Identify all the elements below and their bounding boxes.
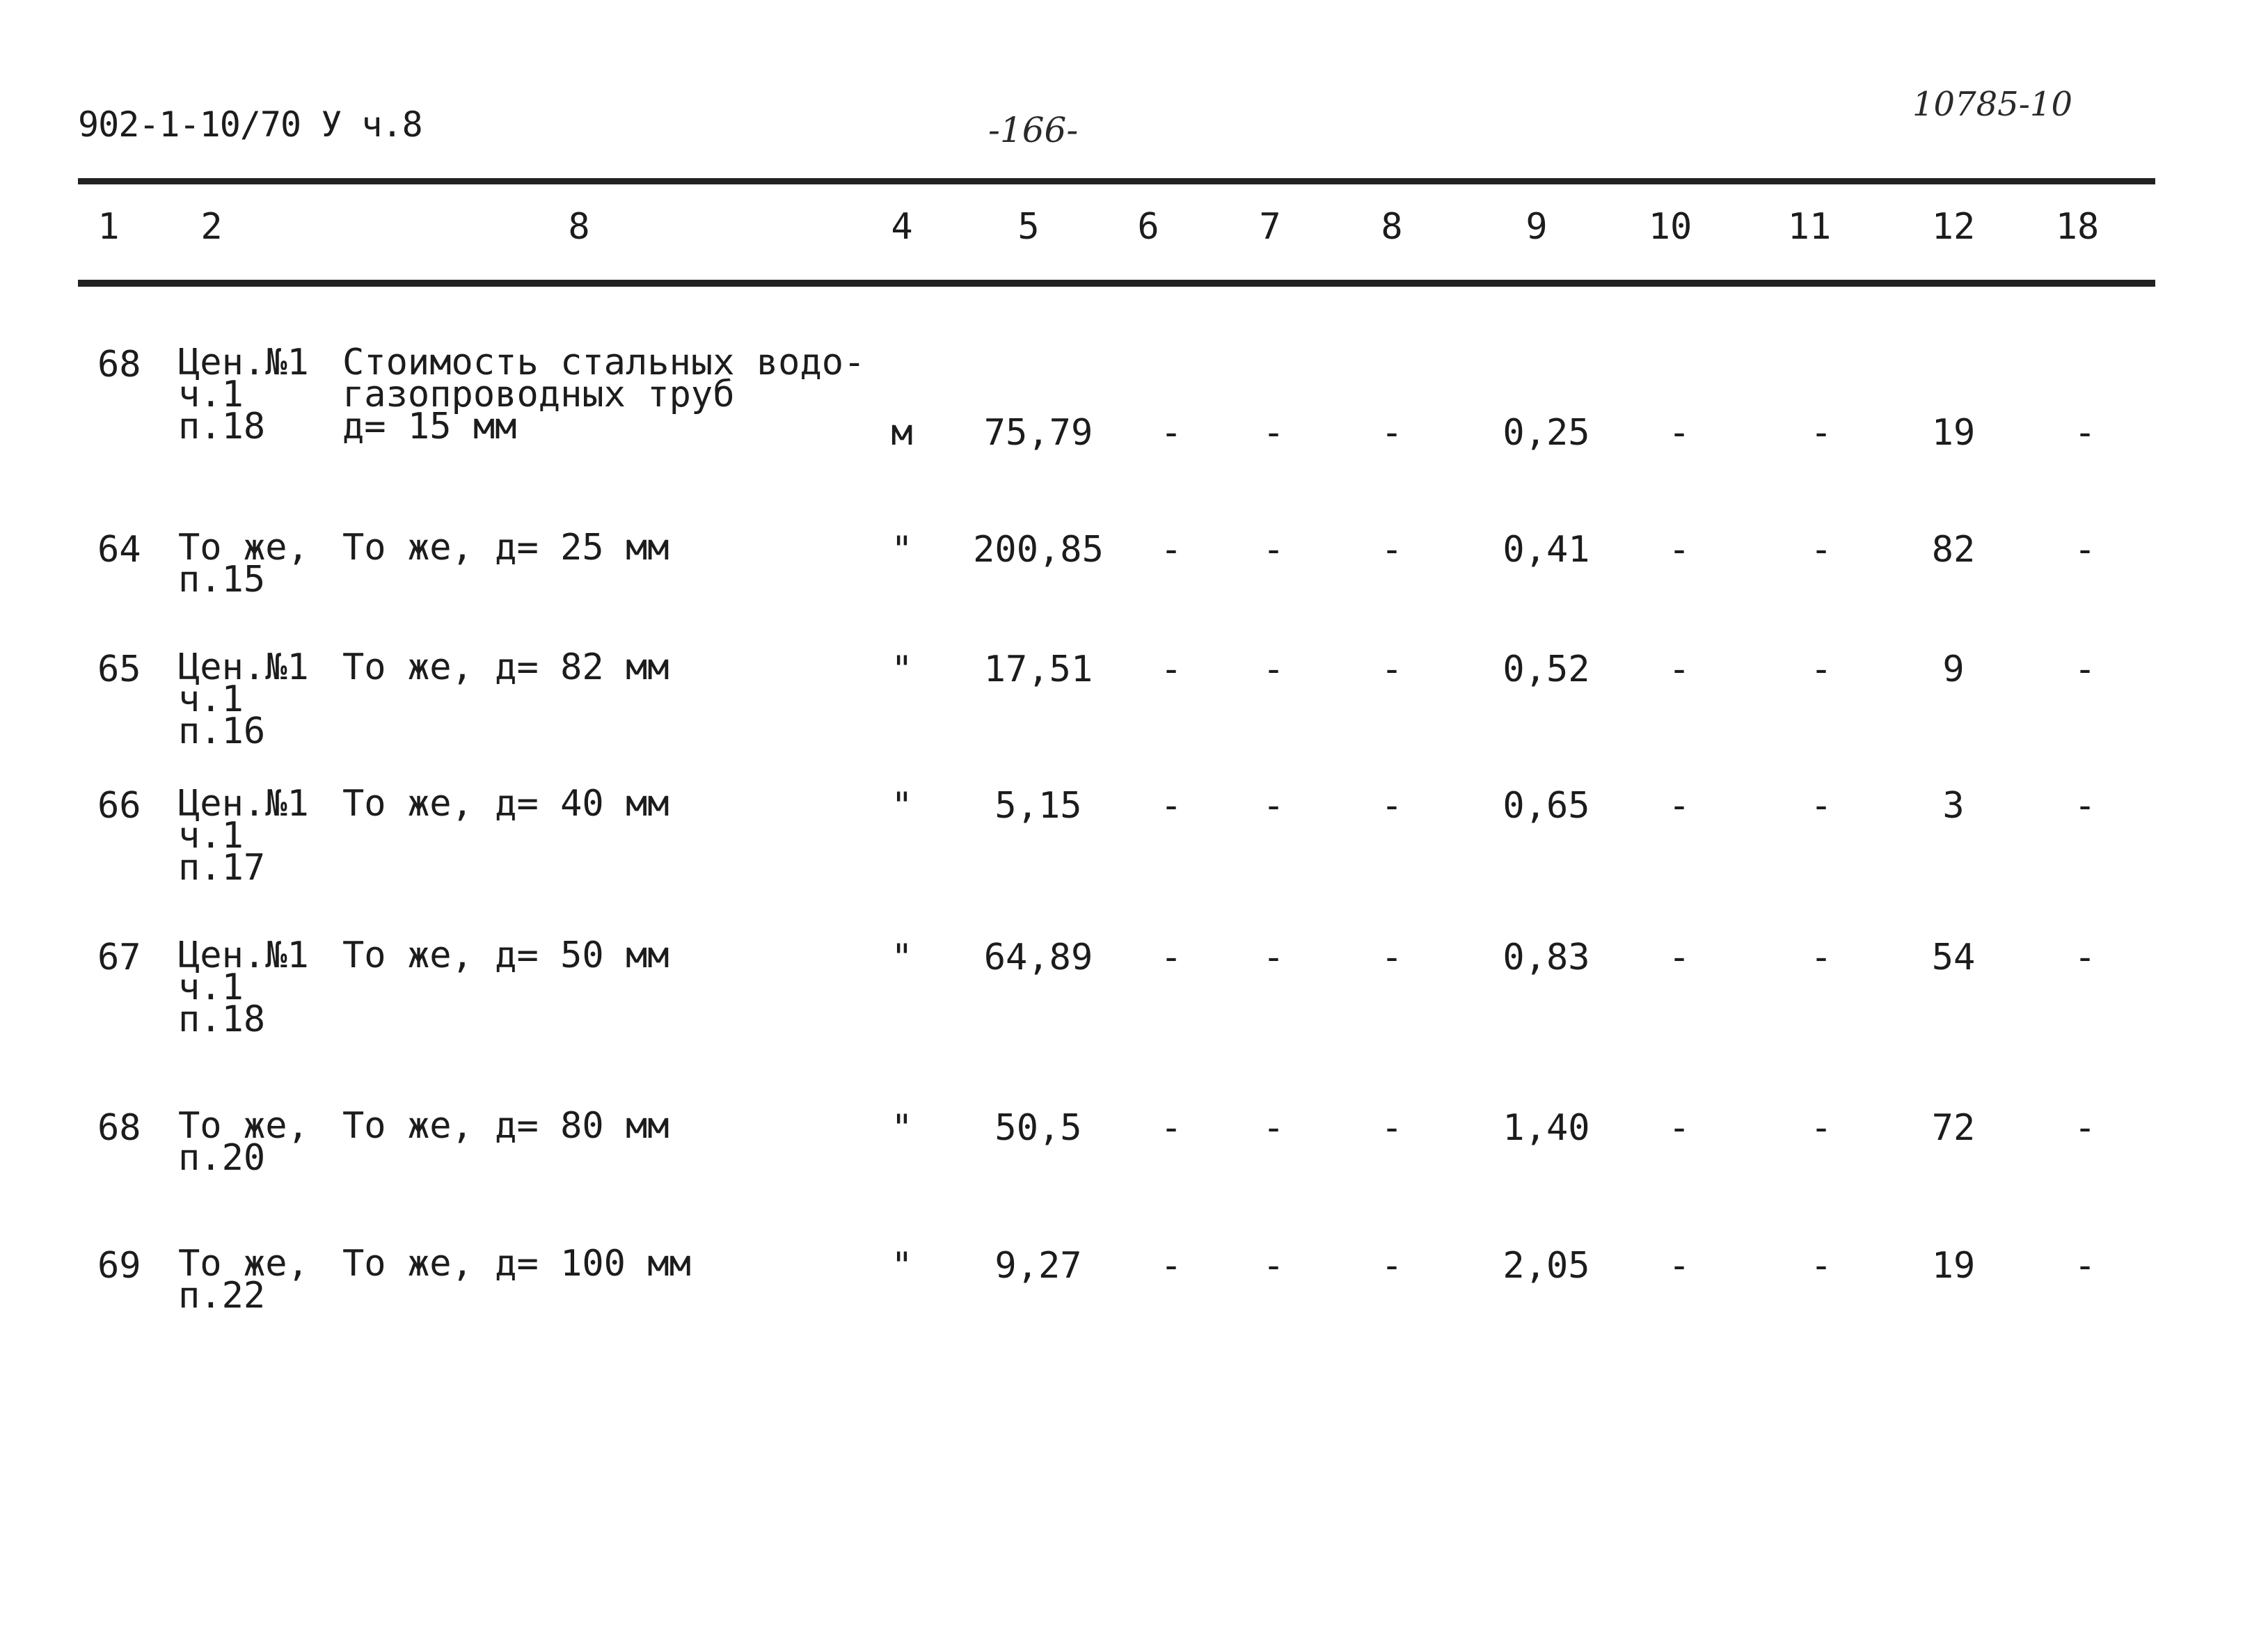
column-10-value: -	[1668, 937, 1690, 978]
column-8-value: -	[1381, 1107, 1403, 1149]
column-10-value: -	[1668, 1107, 1690, 1149]
quantity: 17,51	[983, 649, 1093, 690]
row-number: 64	[97, 529, 141, 571]
column-11-value: -	[1810, 649, 1832, 690]
column-9-value: 0,65	[1502, 785, 1590, 827]
column-6-value: -	[1160, 937, 1182, 978]
column-10-value: -	[1668, 785, 1690, 827]
row-number: 67	[97, 937, 141, 978]
column-12-value: 72	[1931, 1107, 1976, 1149]
work-description: То же, д= 100 мм	[342, 1243, 691, 1285]
column-10-value: -	[1668, 649, 1690, 690]
column-number-8: 8	[1381, 206, 1403, 248]
column-9-value: 2,05	[1502, 1245, 1590, 1287]
column-9-value: 0,25	[1502, 412, 1590, 454]
column-6-value: -	[1160, 785, 1182, 827]
column-9-value: 0,83	[1502, 937, 1590, 978]
column-number-13: 18	[2055, 206, 2100, 248]
column-8-value: -	[1381, 412, 1403, 454]
row-number: 68	[97, 344, 141, 386]
column-7-value: -	[1262, 412, 1285, 454]
column-10-value: -	[1668, 412, 1690, 454]
column-number-1: 1	[97, 206, 120, 248]
column-10-value: -	[1668, 529, 1690, 571]
column-number-7: 7	[1259, 206, 1281, 248]
column-11-value: -	[1810, 1245, 1832, 1287]
archive-number: 10785-10	[1912, 85, 2072, 124]
column-number-4: 4	[891, 206, 913, 248]
column-6-value: -	[1160, 649, 1182, 690]
unit-of-measure: "	[891, 1107, 913, 1149]
price-reference: Цен.№1 ч.1 п.18	[178, 935, 309, 1040]
column-8-value: -	[1381, 529, 1403, 571]
row-number: 66	[97, 785, 141, 827]
unit-of-measure: "	[891, 529, 913, 571]
row-number: 65	[97, 649, 141, 690]
row-number: 68	[97, 1107, 141, 1149]
column-6-value: -	[1160, 412, 1182, 454]
column-7-value: -	[1262, 1107, 1285, 1149]
column-10-value: -	[1668, 1245, 1690, 1287]
column-7-value: -	[1262, 649, 1285, 690]
column-9-value: 0,52	[1502, 649, 1590, 690]
table-top-rule	[78, 178, 2155, 184]
column-12-value: 19	[1931, 412, 1976, 454]
work-description: То же, д= 50 мм	[342, 935, 669, 976]
quantity: 64,89	[983, 937, 1093, 978]
column-8-value: -	[1381, 1245, 1403, 1287]
column-9-value: 0,41	[1502, 529, 1590, 571]
column-11-value: -	[1810, 412, 1832, 454]
column-7-value: -	[1262, 1245, 1285, 1287]
price-reference: Цен.№1 ч.1 п.17	[178, 783, 309, 889]
column-13-value: -	[2074, 785, 2096, 827]
work-description: То же, д= 40 мм	[342, 783, 669, 825]
column-8-value: -	[1381, 785, 1403, 827]
column-13-value: -	[2074, 937, 2096, 978]
unit-of-measure: "	[891, 937, 913, 978]
column-8-value: -	[1381, 649, 1403, 690]
column-12-value: 82	[1931, 529, 1976, 571]
column-12-value: 9	[1942, 649, 1965, 690]
column-13-value: -	[2074, 1107, 2096, 1149]
document-code: 902-1-10/70 У ч.8	[78, 104, 422, 145]
column-number-12: 12	[1931, 206, 1976, 248]
column-11-value: -	[1810, 529, 1832, 571]
price-reference: Цен.№1 ч.1 п.18	[178, 342, 309, 447]
column-6-value: -	[1160, 1107, 1182, 1149]
column-12-value: 19	[1931, 1245, 1976, 1287]
unit-of-measure: м	[891, 412, 913, 454]
quantity: 5,15	[994, 785, 1082, 827]
column-number-11: 11	[1787, 206, 1832, 248]
work-description: То же, д= 80 мм	[342, 1105, 669, 1147]
work-description: То же, д= 82 мм	[342, 646, 669, 688]
column-12-value: 3	[1942, 785, 1965, 827]
price-reference: То же, п.15	[178, 527, 309, 601]
column-number-9: 9	[1525, 206, 1548, 248]
quantity: 200,85	[973, 529, 1104, 571]
unit-of-measure: "	[891, 649, 913, 690]
column-13-value: -	[2074, 649, 2096, 690]
page-number: -166-	[988, 110, 1079, 150]
work-description: Стоимость стальных водо- газопроводных труб д= 15 мм	[342, 342, 866, 447]
quantity: 9,27	[994, 1245, 1082, 1287]
column-11-value: -	[1810, 937, 1832, 978]
unit-of-measure: "	[891, 1245, 913, 1287]
column-13-value: -	[2074, 1245, 2096, 1287]
column-11-value: -	[1810, 785, 1832, 827]
column-7-value: -	[1262, 937, 1285, 978]
column-7-value: -	[1262, 529, 1285, 571]
column-11-value: -	[1810, 1107, 1832, 1149]
column-13-value: -	[2074, 529, 2096, 571]
quantity: 50,5	[994, 1107, 1082, 1149]
quantity: 75,79	[983, 412, 1093, 454]
column-number-6: 6	[1137, 206, 1159, 248]
column-8-value: -	[1381, 937, 1403, 978]
column-12-value: 54	[1931, 937, 1976, 978]
column-7-value: -	[1262, 785, 1285, 827]
column-number-5: 5	[1017, 206, 1040, 248]
column-6-value: -	[1160, 529, 1182, 571]
table-header-bottom-rule	[78, 280, 2155, 287]
price-reference: То же, п.20	[178, 1105, 309, 1179]
unit-of-measure: "	[891, 785, 913, 827]
price-reference: То же, п.22	[178, 1243, 309, 1317]
row-number: 69	[97, 1245, 141, 1287]
column-number-3: 8	[568, 206, 590, 248]
column-13-value: -	[2074, 412, 2096, 454]
price-reference: Цен.№1 ч.1 п.16	[178, 646, 309, 752]
column-9-value: 1,40	[1502, 1107, 1590, 1149]
column-number-10: 10	[1648, 206, 1692, 248]
work-description: То же, д= 25 мм	[342, 527, 669, 569]
column-6-value: -	[1160, 1245, 1182, 1287]
column-number-2: 2	[200, 206, 223, 248]
